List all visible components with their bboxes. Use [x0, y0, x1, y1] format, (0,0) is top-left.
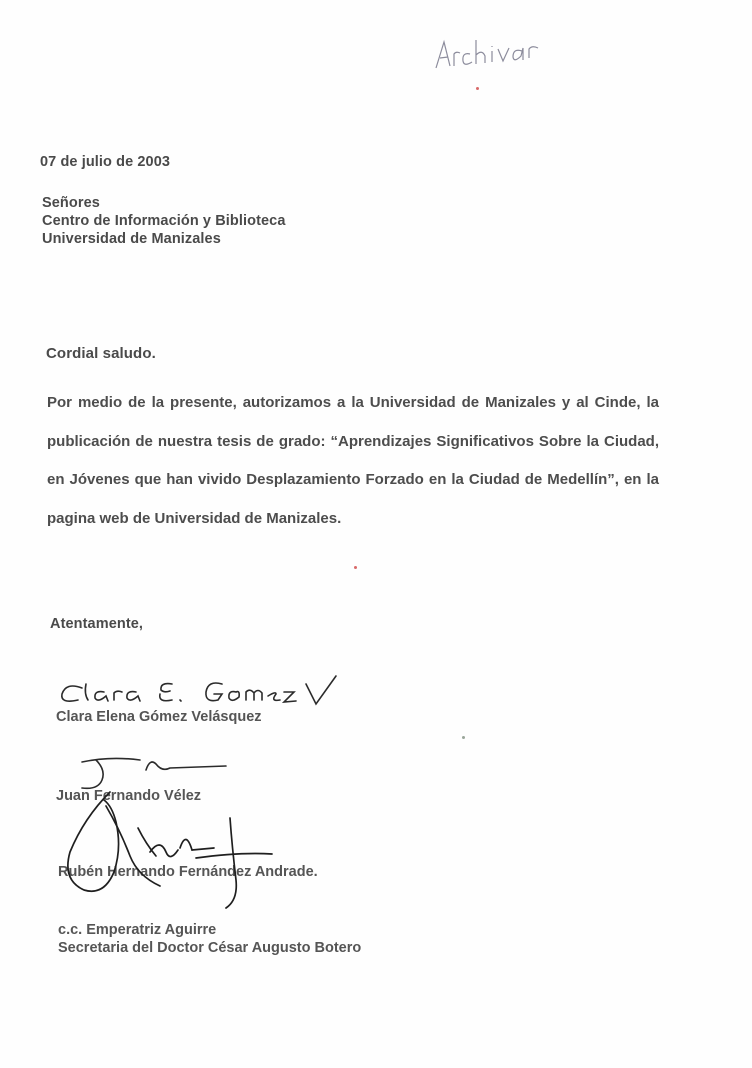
scan-speck [354, 566, 357, 569]
letter-date: 07 de julio de 2003 [40, 154, 171, 170]
archivar-annotation [432, 36, 544, 76]
signature-1 [62, 676, 336, 704]
cc-line-2: Secretaria del Doctor César Augusto Botero [58, 940, 362, 956]
recipient-salutation: Señores [42, 195, 100, 211]
letter-body: Por medio de la presente, autorizamos a la Universidad de Manizales y al Cinde, la publicación de nuestra tesis de grado: “Aprendizajes Significativos Sobre la Ciudad, en Jóvenes que han vivido Desplazamiento Forzado en la Ciudad de Medellín”, en la pagina web de Universidad de Manizales. [47, 394, 659, 527]
cc-line-1: c.c. Emperatriz Aguirre [58, 922, 217, 938]
greeting: Cordial saludo. [46, 345, 156, 362]
closing: Atentamente, [50, 616, 144, 632]
signature-2 [82, 758, 226, 788]
recipient-line-2: Universidad de Manizales [42, 231, 221, 247]
scan-speck [462, 736, 465, 739]
signatory-name-2: Juan Fernando Vélez [56, 788, 202, 804]
signatory-name-1: Clara Elena Gómez Velásquez [56, 709, 262, 725]
scan-speck [476, 87, 479, 90]
signature-3 [68, 792, 272, 908]
recipient-block [42, 194, 286, 248]
signatory-name-3: Rubén Hernando Fernández Andrade. [58, 864, 318, 880]
recipient-line-1: Centro de Información y Biblioteca [42, 213, 286, 229]
cc-block [58, 921, 361, 957]
